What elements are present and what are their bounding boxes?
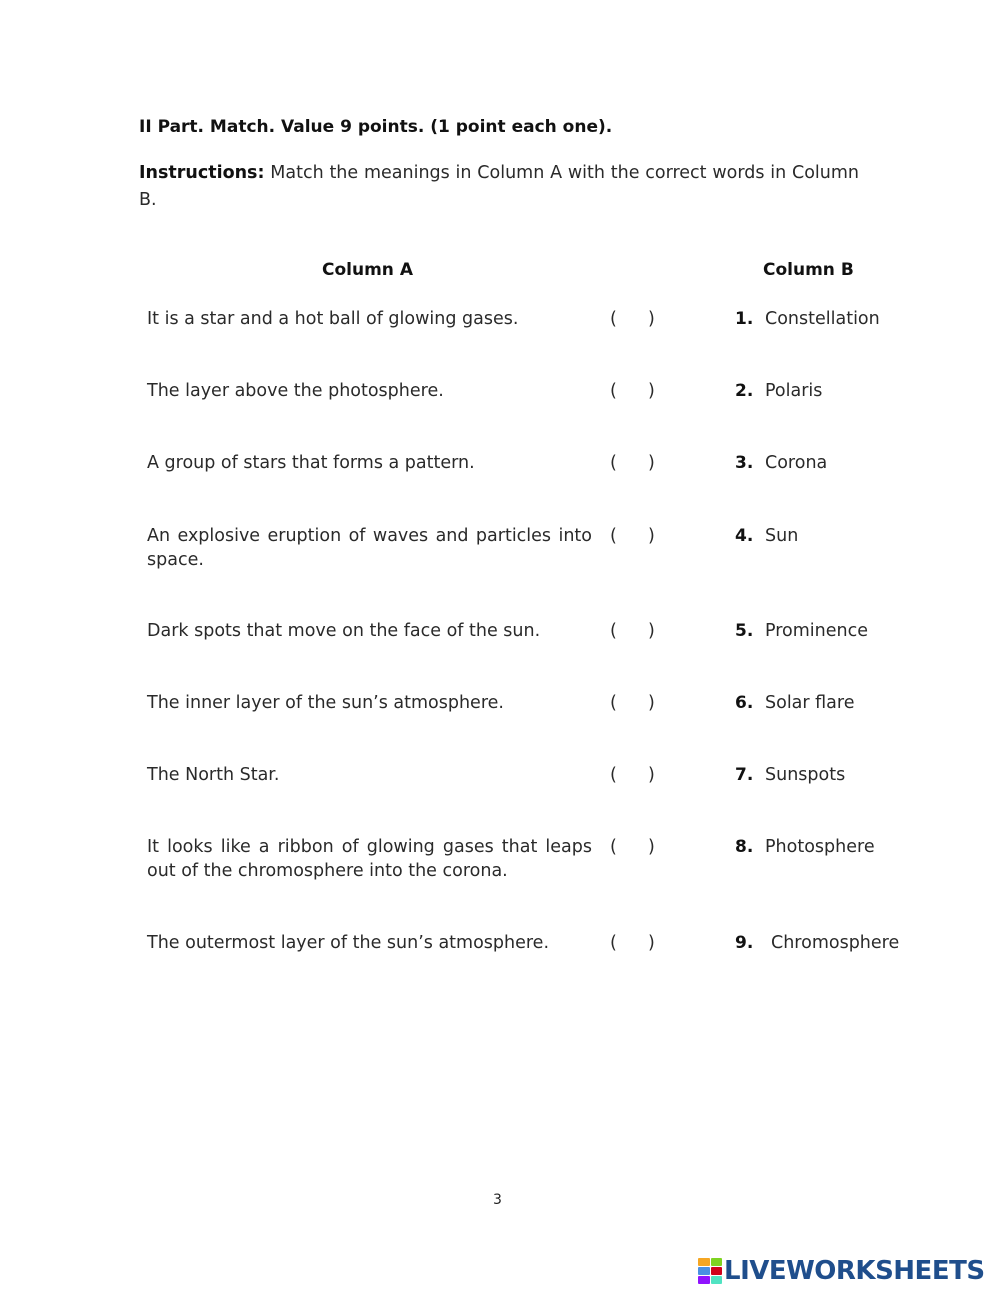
word-number: 4. <box>735 526 754 546</box>
logo-block <box>698 1258 710 1266</box>
word-number: 8. <box>735 837 754 857</box>
close-paren: ) <box>648 381 655 401</box>
word-number: 5. <box>735 621 754 641</box>
word-number: 7. <box>735 765 754 785</box>
logo-block <box>711 1267 723 1275</box>
word-option: Sun <box>765 526 799 546</box>
liveworksheets-logo[interactable] <box>698 1256 985 1286</box>
open-paren: ( <box>610 453 617 473</box>
meaning-text: The North Star. <box>147 765 280 785</box>
word-number: 9. <box>735 933 754 953</box>
meaning-text: The outermost layer of the sun’s atmosphere. <box>147 933 550 953</box>
logo-block <box>698 1267 710 1275</box>
meaning-text: Dark spots that move on the face of the sun. <box>147 621 541 641</box>
answer-slot-1[interactable] <box>620 309 646 329</box>
word-option: Sunspots <box>765 765 846 785</box>
open-paren: ( <box>610 765 617 785</box>
instructions-label: Instructions: <box>139 163 265 183</box>
match-row <box>0 307 1000 367</box>
logo-text: LIVEWORKSHEETS <box>724 1256 985 1286</box>
answer-slot-2[interactable] <box>620 381 646 401</box>
close-paren: ) <box>648 693 655 713</box>
match-row <box>0 691 1000 751</box>
match-row <box>0 379 1000 439</box>
answer-slot-3[interactable] <box>620 453 646 473</box>
logo-blocks-icon <box>698 1258 722 1284</box>
word-option: Chromosphere <box>771 933 900 953</box>
column-b-heading: Column B <box>763 260 854 280</box>
meaning-text: An explosive eruption of waves and particles into space. <box>147 526 592 570</box>
answer-slot-7[interactable] <box>620 765 646 785</box>
answer-slot-6[interactable] <box>620 693 646 713</box>
open-paren: ( <box>610 933 617 953</box>
match-row <box>0 763 1000 823</box>
word-option: Prominence <box>765 621 869 641</box>
match-row <box>0 619 1000 679</box>
instructions <box>139 160 859 214</box>
meaning-text: It looks like a ribbon of glowing gases that leaps out of the chromosphere into the corona. <box>147 837 592 881</box>
instructions-text: Match the meanings in Column A with the correct words in Column B. <box>139 163 859 210</box>
match-row <box>0 931 1000 991</box>
word-option: Solar flare <box>765 693 855 713</box>
answer-slot-4[interactable] <box>620 526 646 546</box>
close-paren: ) <box>648 309 655 329</box>
answer-slot-8[interactable] <box>620 837 646 857</box>
word-option: Photosphere <box>765 837 875 857</box>
close-paren: ) <box>648 765 655 785</box>
answer-slot-5[interactable] <box>620 621 646 641</box>
column-a-heading: Column A <box>322 260 413 280</box>
logo-block <box>711 1258 723 1266</box>
word-number: 1. <box>735 309 754 329</box>
open-paren: ( <box>610 309 617 329</box>
meaning-text: The inner layer of the sun’s atmosphere. <box>147 693 504 713</box>
word-option: Corona <box>765 453 828 473</box>
close-paren: ) <box>648 621 655 641</box>
close-paren: ) <box>648 453 655 473</box>
open-paren: ( <box>610 381 617 401</box>
match-row <box>0 524 1000 584</box>
part-title: II Part. Match. Value 9 points. (1 point each one). <box>139 117 613 137</box>
word-number: 6. <box>735 693 754 713</box>
word-number: 2. <box>735 381 754 401</box>
word-option: Constellation <box>765 309 880 329</box>
close-paren: ) <box>648 933 655 953</box>
page-number: 3 <box>493 1192 502 1208</box>
match-row <box>0 835 1000 895</box>
meaning-text: The layer above the photosphere. <box>147 381 444 401</box>
open-paren: ( <box>610 621 617 641</box>
close-paren: ) <box>648 526 655 546</box>
logo-block <box>698 1276 710 1284</box>
close-paren: ) <box>648 837 655 857</box>
word-number: 3. <box>735 453 754 473</box>
match-row <box>0 451 1000 511</box>
word-option: Polaris <box>765 381 823 401</box>
open-paren: ( <box>610 526 617 546</box>
answer-slot-9[interactable] <box>620 933 646 953</box>
open-paren: ( <box>610 837 617 857</box>
meaning-text: A group of stars that forms a pattern. <box>147 453 475 473</box>
open-paren: ( <box>610 693 617 713</box>
meaning-text: It is a star and a hot ball of glowing gases. <box>147 309 519 329</box>
logo-block <box>711 1276 723 1284</box>
